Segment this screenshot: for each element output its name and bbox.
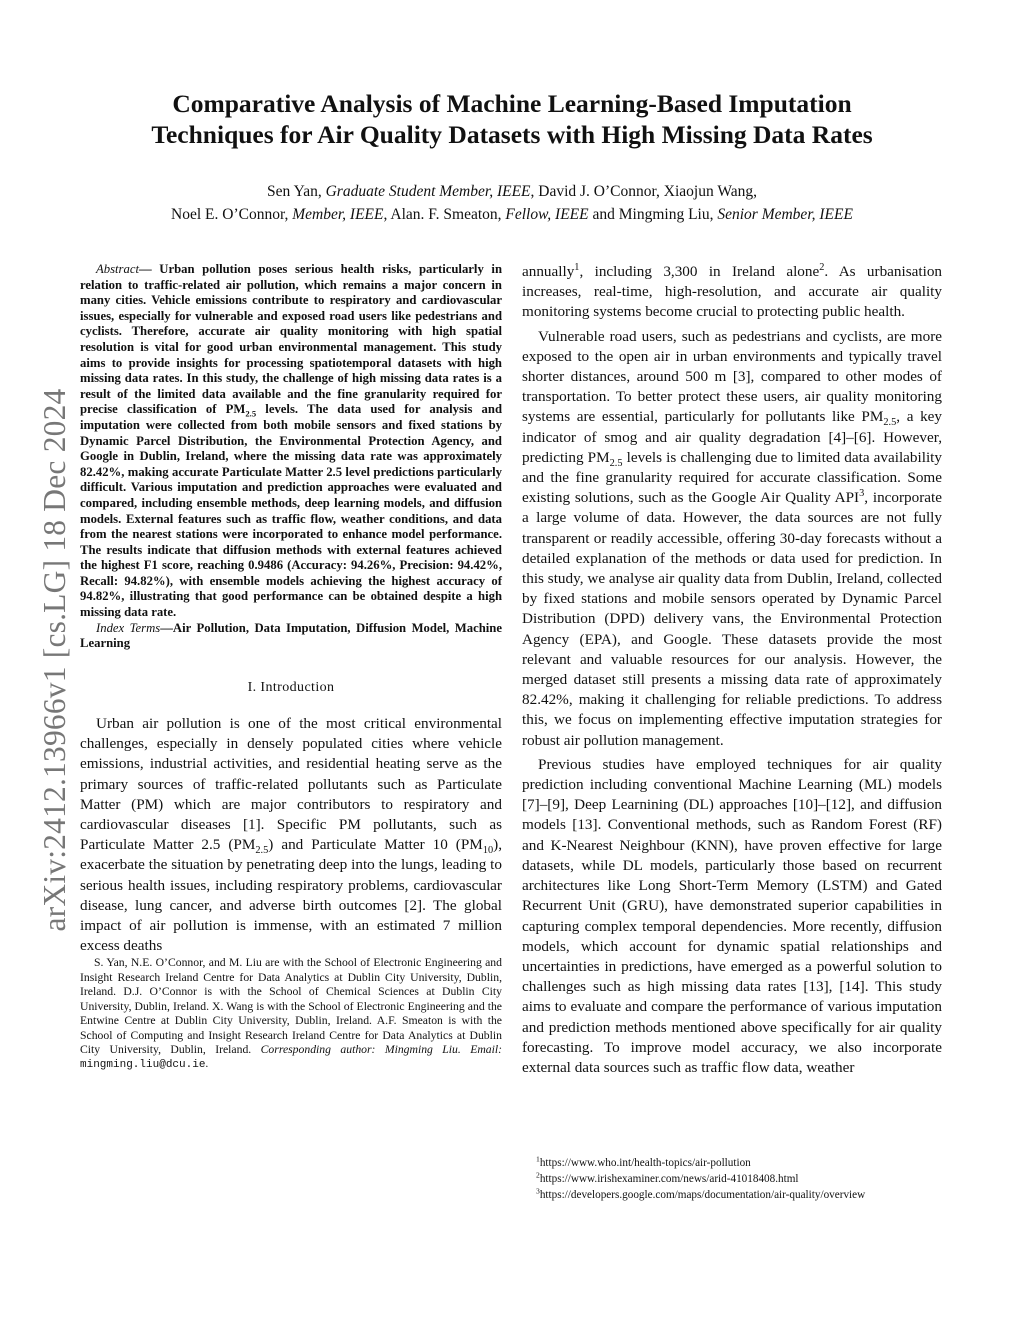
body-text: ), exacerbate the situation by penetrating deep into the lungs, leading to serious health issues, including respiratory problems, cardiovascular disease, lung cancer, and adverse birth outcomes [2]. The global impact of air pollution is immense, with an estimated 7 million excess deaths [80,836,503,955]
right-column [522,262,942,1078]
arxiv-id: arXiv:2412.13966v1 [cs.LG] 18 Dec 2024 [37,388,72,932]
author-name: , David J. O’Connor, Xiaojun Wang, [530,183,757,200]
title-line-2: Techniques for Air Quality Datasets with High Missing Data Rates [151,120,873,149]
left-column [80,262,502,1073]
author-role: Member, IEEE [292,206,384,223]
affiliation-text: S. Yan, N.E. O’Connor, and M. Liu are with the School of Electronic Engineering and Insight Research Ireland Centre for Data Analytics at Dublin City University, Dublin, Ireland. D.J. O’Connor is with the School of Chemical Sciences at Dublin City University, Dublin, Ireland. X. Wang is with the School of Electronic Engineering and the Entwine Centre at Dublin City University, Dublin, Ireland. A.F. Smeaton is with the School of Computing and Insight Research Ireland Centre for Data Analytics at Dublin City University, Dublin, Ireland. [80,956,502,1056]
abstract-text: levels. The data used for analysis and imputation were collected from both mobile sensors and fixed stations by Dynamic Parcel Distribution, the Environmental Protection Agency, and Google in Dublin, Ireland, where the missing data rate was approximately 82.42%, making accurate Particulate Matter 2.5 level predictions particularly difficult. Various imputation and prediction approaches were evaluated and compared, including ensemble methods, deep learning models, and diffusion models. External features such as traffic flow, weather conditions, and data from the nearest stations were incorporated to enhance model performance. The results indicate that diffusion methods with external features achieved the highest F1 score, reaching 0.9486 (Accuracy: 94.26%, Precision: 94.42%, Recall: 94.82%), with ensemble models achieving the highest accuracy of 94.82%, illustrating that good performance can be obtained despite a high missing data rate. [80,402,502,620]
footnote-marker[interactable]: 3 [859,488,865,500]
body-text: ) and Particulate Matter 10 (PM [268,836,483,854]
author-role: Senior Member, IEEE [717,206,853,223]
footnote-number: 2 [536,1170,540,1180]
index-terms-label: Index Terms [96,620,161,635]
footnote-link[interactable]: https://www.who.int/health-topics/air-pollution [539,1157,751,1169]
body-text: annually [522,263,575,280]
abstract-text: — Urban pollution poses serious health risks, particularly in relation to traffic-related air pollution, which remains a major concern in many cities. Vehicle emissions contribute to respiratory and cardiovascular issues, especially for vulnerable and exposed road users like pedestrians and cyclists. Therefore, accurate air quality monitoring with high spatial resolution is vital for good urban environmental management. This study aims to provide insights for processing spatiotemporal datasets with high missing data rates. In this study, the challenge of high missing data rates is a result of the limited data available and the fine granularity required for precise classification of PM [80,262,502,417]
author-name: Noel E. O’Connor, [171,206,293,223]
arxiv-stamp [25,350,85,970]
author-name: Sen Yan, [267,183,326,200]
paper-title [60,88,964,150]
subscript: 2.5 [255,845,269,857]
section-heading: I. Introduction [247,679,335,695]
footnote-number: 3 [536,1186,540,1196]
email-link[interactable]: mingming.liu@dcu.ie [80,1059,206,1072]
footnote [536,1155,865,1171]
corresponding-author: Corresponding author: Mingming Liu. Email: [260,1042,503,1056]
footnote-marker[interactable]: 1 [574,261,580,273]
subscript: 2.5 [245,408,257,419]
author-name: , Alan. F. Smeaton, [383,206,506,223]
author-name: and Mingming Liu, [588,206,718,223]
footnote [536,1171,865,1187]
paragraph [522,327,942,751]
abstract [80,262,502,621]
paragraph [522,262,942,323]
subscript: 2.5 [883,417,897,429]
footnote-link[interactable]: https://www.irishexaminer.com/news/arid-41018408.html [539,1173,799,1185]
body-text: . As urbanisation increases, real-time, high-resolution, and accurate air quality monitoring systems become crucial to protecting public health. [522,263,943,321]
abstract-label: Abstract [96,262,139,276]
footnote-marker[interactable]: 2 [819,261,825,273]
paragraph: Previous studies have employed techniques for air quality prediction including conventional Machine Learning (ML) models [7]–[9], Deep Learnining (DL) approaches [10]–[12], and diffusion models [13]. Conventional methods, such as Random Forest (RF) and K-Nearest Neighbour (KNN), have proven effective for large datasets, while DL models, particularly those based on recurrent architectures like Long Short-Term Memory (LSTM) and Gated Recurrent Unit (GRU), have demonstrated superior capabilities in capturing complex temporal dependencies. More recently, diffusion models, which account for dynamic spatial relationships and uncertainties in predictions, have emerged as a powerful solution to challenges such as high missing data rates [13], [14]. This study aims to evaluate and compare the performance of various imputation and prediction methods mentioned above specifically for air quality forecasting. To improve model accuracy, we also incorporate external data sources such as traffic flow data, weather [522,755,942,1076]
intro-paragraph [80,714,502,956]
title-line-1: Comparative Analysis of Machine Learning-Based Imputation [172,89,852,118]
subscript: 2.5 [609,457,623,469]
author-line-2 [60,203,964,226]
subscript: 10 [482,845,494,857]
body-text: Urban air pollution is one of the most critical environmental challenges, especially in densely populated cities where vehicle emissions, industrial activities, and residential heating serve as the primary sources of traffic-related pollutants such as Particulate Matter (PM) which are major contributors to respiratory and cardiovascular diseases [1]. Specific PM pollutants, such as Particulate Matter 2.5 (PM [80,715,502,854]
author-list [60,180,964,226]
author-role: Fellow, IEEE [505,206,589,223]
body-text: , including 3,300 in Ireland alone [579,263,820,280]
punctuation: . [205,1057,209,1071]
author-role: Graduate Student Member, IEEE [325,183,531,200]
index-terms-text: —Air Pollution, Data Imputation, Diffusion Model, Machine Learning [80,620,502,651]
body-text: , incorporate a large volume of data. However, the data sources are not fully transparent or readily accessible, offering 30-day forecasts without a detailed explanation of the methods or data used for prediction. In this study, we analyse air quality data from Dublin, Ireland, collected by fixed stations and mobile sensors operated by Dynamic Parcel Distribution (DPD) delivery vans, the Environmental Protection Agency (EPA), and Google. These datasets provide the most relevant and valuable resources for our analysis. However, the merged dataset still presents a missing data rate of approximately 82.42%, making it challenging for reliable predictions. To address this, we focus on implementing effective imputation strategies for robust air pollution management. [522,489,942,749]
index-terms [80,621,502,652]
footnote [536,1187,865,1203]
footnote-link[interactable]: https://developers.google.com/maps/documentation/air-quality/overview [539,1189,866,1201]
author-line-1 [60,180,964,203]
body-text: levels is challenging due to limited data availability and the fine granularity required for accurate classification. Some existing solutions, such as the Google Air Quality API [522,448,942,507]
body-text: , a key indicator of smog and air quality degradation [4]–[6]. However, predicting PM [522,408,942,466]
footnote-number: 1 [536,1154,540,1164]
footnotes [536,1155,865,1203]
body-text: Vulnerable road users, such as pedestrians and cyclists, are more exposed to the open air in urban environments and typically travel shorter distances, around 500 m [3], compared to other modes of transportation. To better protect these users, air quality monitoring systems are essential, particularly for pollutants like PM [522,327,942,426]
affiliation-footnote [80,956,502,1072]
